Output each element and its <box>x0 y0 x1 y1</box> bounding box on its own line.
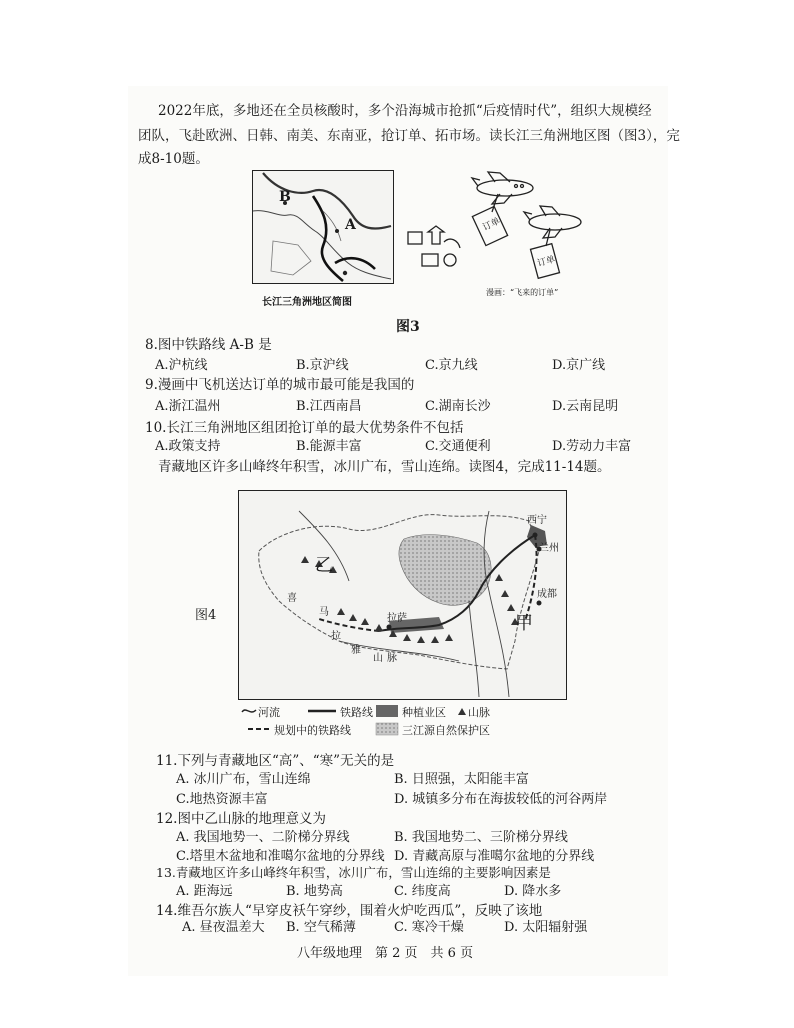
q11-option-d: D. 城镇多分布在海拔较低的河谷两岸 <box>394 792 608 807</box>
q13-stem: 13.青藏地区许多山峰终年积雪，冰川广布，雪山连绵的主要影响因素是 <box>156 865 551 880</box>
q12-option-a: A. 我国地势一、二阶梯分界线 <box>176 830 350 845</box>
legend-mountain: 山脉 <box>468 706 490 719</box>
figure3-cartoon-caption: 漫画：“飞来的订单” <box>486 288 559 297</box>
q14-stem: 14.维吾尔族人“早穿皮袄午穿纱，围着火炉吃西瓜”，反映了该地 <box>156 903 543 919</box>
q13-option-c: C. 纬度高 <box>394 884 451 899</box>
order-ticket-1: 订单 <box>481 216 502 234</box>
city-xining: 西宁 <box>527 515 547 526</box>
q9-option-d: D.云南昆明 <box>552 399 619 414</box>
yangtze-delta-map-svg <box>253 171 393 283</box>
q9-option-b: B.江西南昌 <box>296 399 362 414</box>
q11-option-a: A. 冰川广布，雪山连绵 <box>176 772 311 787</box>
legend-reserve: 三江源自然保护区 <box>402 724 490 737</box>
order-ticket-2: 订单 <box>536 254 557 270</box>
q14-option-b: B. 空气稀薄 <box>286 920 356 935</box>
range-char-2: 马 <box>319 607 329 618</box>
legend-farming: 种植业区 <box>402 706 446 719</box>
q10-option-b: B.能源丰富 <box>296 439 362 454</box>
page-footer: 八年级地理 第 2 页 共 6 页 <box>297 946 474 961</box>
city-lasa: 拉萨 <box>387 613 407 624</box>
q14-option-d: D. 太阳辐射强 <box>504 920 588 935</box>
range-char-6: 脉 <box>387 653 397 664</box>
intro-11-14: 青藏地区许多山峰终年积雪，冰川广布，雪山连绵。读图4，完成11-14题。 <box>158 459 611 475</box>
q14-option-a: A. 昼夜温差大 <box>182 920 265 935</box>
range-char-1: 喜 <box>287 593 297 604</box>
point-b-label: B <box>279 189 291 205</box>
q8-option-a: A.沪杭线 <box>155 358 208 373</box>
q10-option-c: C.交通便利 <box>425 439 491 454</box>
qinghai-tibet-map <box>238 490 567 700</box>
intro-line-2: 团队，飞赴欧洲、日韩、南美、东南亚，抢订单、拓市场。读长江三角洲地区图（图3），完 <box>138 128 680 144</box>
q9-option-a: A.浙江温州 <box>155 399 221 414</box>
q13-option-a: A. 距海远 <box>176 884 233 899</box>
q12-option-d: D. 青藏高原与准噶尔盆地的分界线 <box>394 849 595 864</box>
legend-railway: 铁路线 <box>340 706 373 719</box>
mark-yi: 乙 <box>315 555 333 576</box>
q8-option-c: C.京九线 <box>425 358 478 373</box>
q9-option-c: C.湖南长沙 <box>425 399 491 414</box>
q8-option-b: B.京沪线 <box>296 358 349 373</box>
q11-option-c: C.地热资源丰富 <box>176 792 268 807</box>
q13-option-d: D. 降水多 <box>504 884 562 899</box>
city-lanzhou: 兰州 <box>539 543 559 554</box>
q10-option-a: A.政策支持 <box>155 439 221 454</box>
intro-line-1: 2022年底，多地还在全员核酸时，多个沿海城市抢抓“后疫情时代”，组织大规模经 <box>158 103 652 119</box>
q12-option-c: C.塔里木盆地和准噶尔盆地的分界线 <box>176 849 385 864</box>
flying-orders-cartoon <box>400 170 590 285</box>
figure3-map-caption: 长江三角洲地区简图 <box>262 297 352 308</box>
intro-line-3: 成8-10题。 <box>138 151 209 167</box>
q10-option-d: D.劳动力丰富 <box>552 439 632 454</box>
figure4-legend <box>240 702 570 738</box>
q11-stem: 11.下列与青藏地区“高”、“寒”无关的是 <box>156 753 395 769</box>
q14-option-c: C. 寒冷干燥 <box>394 920 464 935</box>
legend-river: 河流 <box>258 706 280 719</box>
mark-jia: 甲 <box>515 613 533 634</box>
figure3-label: 图3 <box>396 319 420 335</box>
range-char-3: 拉 <box>331 631 341 642</box>
q13-option-b: B. 地势高 <box>286 884 343 899</box>
city-chengdu: 成都 <box>537 589 557 600</box>
q8-stem: 8.图中铁路线 A-B 是 <box>145 337 272 353</box>
q9-stem: 9.漫画中飞机送达订单的城市最可能是我国的 <box>145 377 415 393</box>
point-a-label: A <box>345 217 356 233</box>
yangtze-delta-map <box>252 170 394 284</box>
range-char-5: 山 <box>373 653 383 664</box>
q10-stem: 10.长江三角洲地区组团抢订单的最大优势条件不包括 <box>145 420 464 436</box>
q12-stem: 12.图中乙山脉的地理意义为 <box>156 811 326 827</box>
range-char-4: 雅 <box>351 645 361 656</box>
legend-planned-railway: 规划中的铁路线 <box>274 724 351 737</box>
figure4-label: 图4 <box>195 608 217 623</box>
q8-option-d: D.京广线 <box>552 358 606 373</box>
q11-option-b: B. 日照强，太阳能丰富 <box>394 772 529 787</box>
q12-option-b: B. 我国地势二、三阶梯分界线 <box>394 830 568 845</box>
